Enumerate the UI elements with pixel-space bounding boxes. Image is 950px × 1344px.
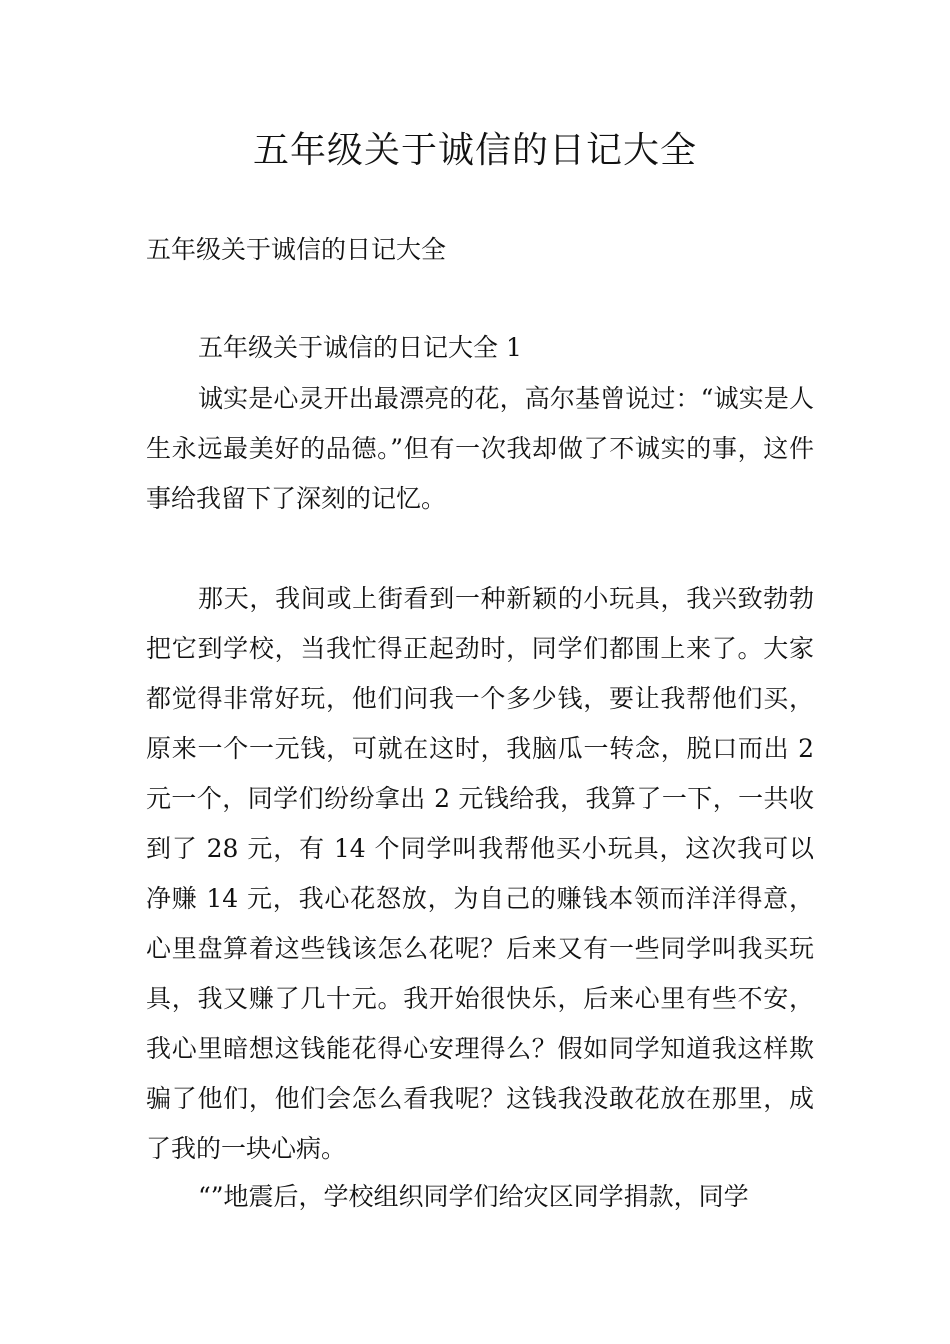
paragraph-1: 诚实是心灵开出最漂亮的花，高尔基曾说过：“诚实是人生永远最美好的品德。”但有一次我却做了不诚实的事，这件事给我留下了深刻的记忆。 — [146, 384, 814, 513]
paragraph-2: 那天，我间或上街看到一种新颖的小玩具，我兴致勃勃把它到学校，当我忙得正起劲时，同学们都围上来了。大家都觉得非常好玩，他们问我一个多少钱，要让我帮他们买，原来一个一元钱，可就在这时，我脑瓜一转念，脱口而出 2 元一个，同学们纷纷拿出 2 元钱给我，我算了一下，一共收到了 28 元，有 14 个同学叫我帮他买小玩具，这次我可以净赚 14 元，我心花怒放，为自己的赚钱本领而洋洋得意，心里盘算着这些钱该怎么花呢？后来又有一些同学叫我买玩具，我又赚了几十元。我开始很快乐，后来心里有些不安，我心里暗想这钱能花得心安理得么？假如同学知道我这样欺骗了他们，他们会怎么看我呢？这钱我没敢花放在那里，成了我的一块心病。 — [146, 584, 814, 1163]
paragraph-3: “”地震后，学校组织同学们给灾区同学捐款，同学 — [198, 1182, 749, 1211]
document-title: 五年级关于诚信的日记大全 — [252, 130, 697, 171]
section-heading: 五年级关于诚信的日记大全 1 — [198, 333, 522, 362]
document-subtitle: 五年级关于诚信的日记大全 — [146, 235, 447, 264]
